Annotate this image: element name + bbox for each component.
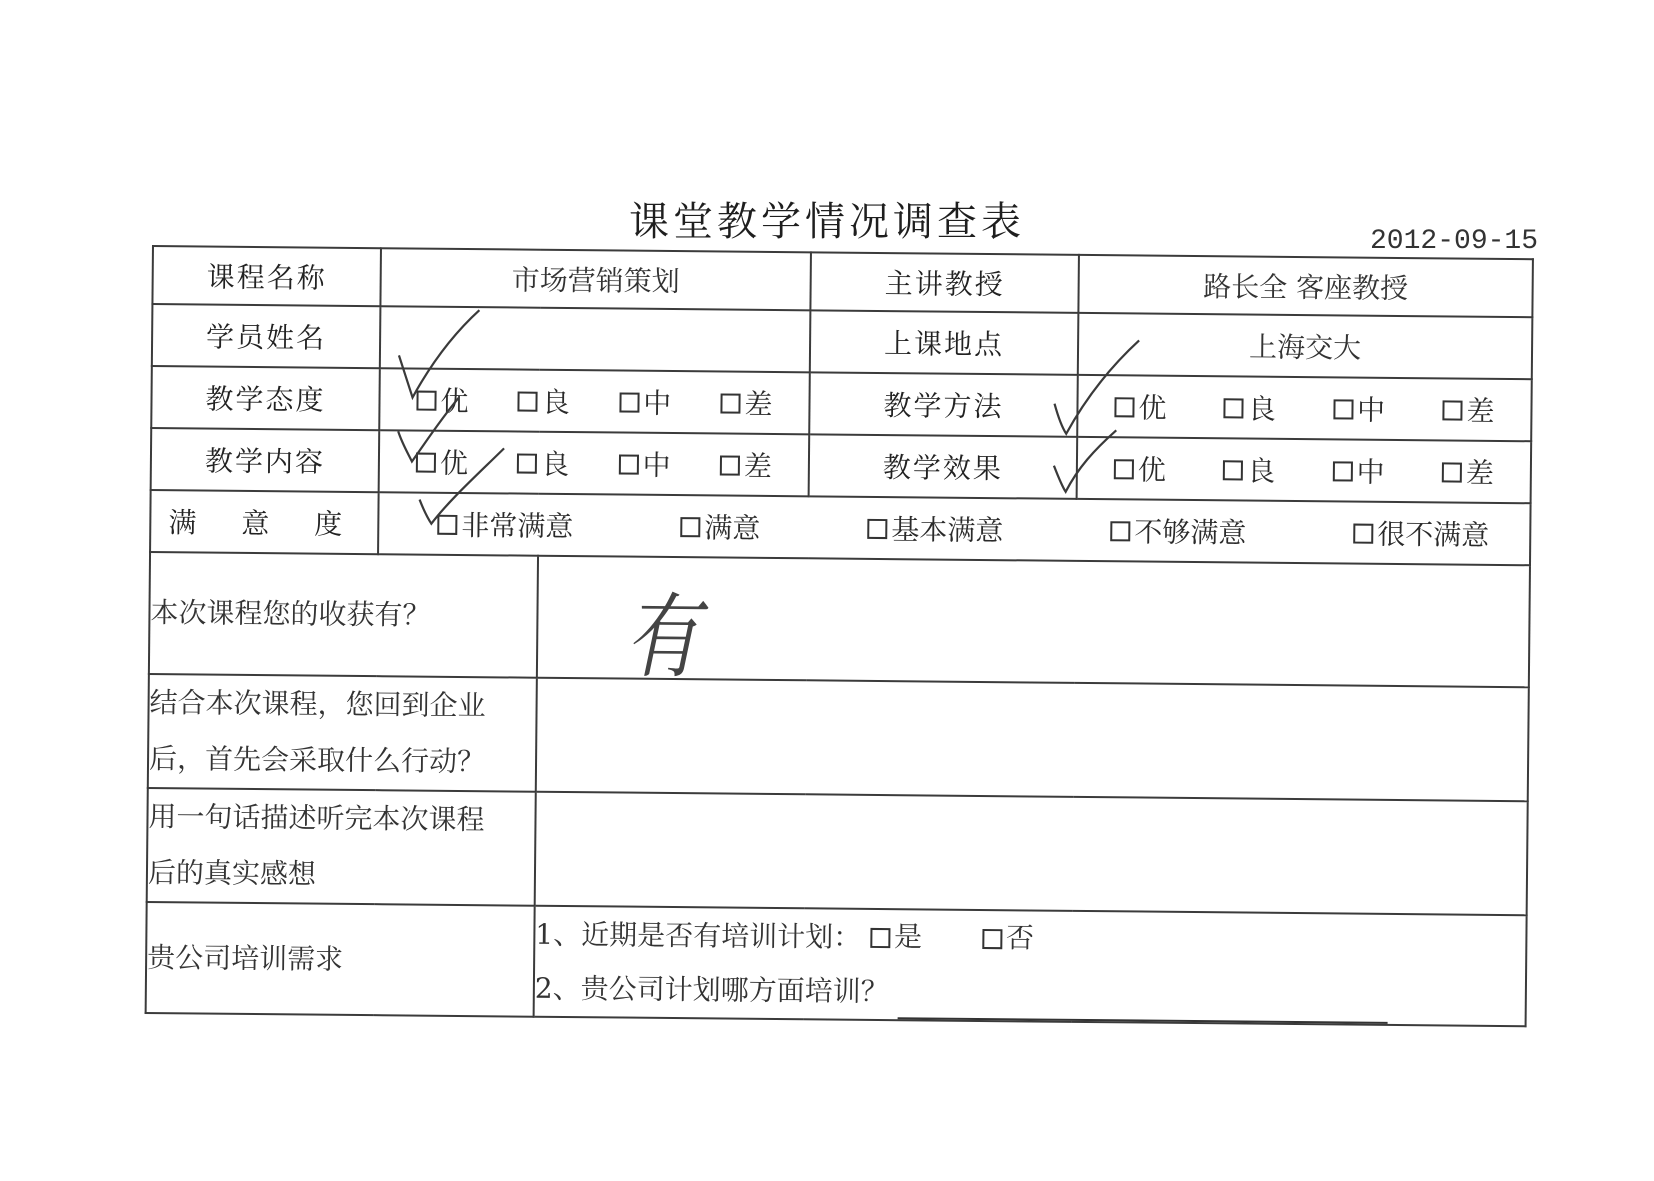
effect-label: 教学效果 xyxy=(809,434,1078,499)
content-options xyxy=(379,430,810,496)
lecturer-label: 主讲教授 xyxy=(810,252,1079,313)
feeling-answer-field[interactable] xyxy=(535,792,1528,916)
satisfaction-label: 满 意 度 xyxy=(150,490,379,554)
checkbox-icon[interactable] xyxy=(619,392,639,412)
course-name-value[interactable]: 市场营销策划 xyxy=(380,248,811,310)
checkbox-icon[interactable] xyxy=(720,393,740,413)
gain-question: 本次课程您的收获有？ xyxy=(149,552,538,678)
training-area-question: 2、贵公司计划哪方面培训？ xyxy=(534,971,889,1009)
checkbox-icon[interactable] xyxy=(517,454,537,474)
content-option-excellent[interactable]: 优 xyxy=(416,442,468,482)
satisfaction-option-very-satisfied[interactable]: 非常满意 xyxy=(437,504,573,545)
method-option-good[interactable]: 良 xyxy=(1224,387,1276,427)
checkbox-icon[interactable] xyxy=(1442,462,1462,482)
action-row xyxy=(148,674,1529,801)
attitude-options xyxy=(379,368,810,434)
training-area-line xyxy=(535,962,1525,1026)
student-label: 学员姓名 xyxy=(152,304,381,368)
attitude-option-good[interactable]: 良 xyxy=(518,381,570,421)
training-plan-yes[interactable]: 是 xyxy=(870,910,923,964)
gain-row xyxy=(149,552,1530,687)
survey-table xyxy=(145,245,1534,1027)
feeling-question-line1: 用一句话描述听完本次课程 xyxy=(148,799,485,837)
checkbox-icon[interactable] xyxy=(680,517,700,537)
survey-form xyxy=(144,245,1532,1078)
effect-option-excellent[interactable]: 优 xyxy=(1114,448,1166,488)
lecturer-value[interactable]: 路长全 客座教授 xyxy=(1078,255,1533,317)
student-name-field[interactable] xyxy=(380,306,811,372)
attitude-option-excellent[interactable]: 优 xyxy=(416,380,468,420)
method-option-poor[interactable]: 差 xyxy=(1442,389,1494,429)
checkbox-icon[interactable] xyxy=(1332,461,1352,481)
training-needs xyxy=(534,906,1527,1027)
action-question-line2: 后，首先会采取什么行动？ xyxy=(148,741,486,779)
checkbox-icon[interactable] xyxy=(618,454,638,474)
checkbox-icon[interactable] xyxy=(416,453,436,473)
checkbox-icon[interactable] xyxy=(1114,397,1134,417)
feeling-row xyxy=(147,788,1528,915)
checkbox-icon[interactable] xyxy=(1353,524,1373,544)
action-question xyxy=(148,674,537,792)
attitude-option-poor[interactable]: 差 xyxy=(720,382,772,422)
location-label: 上课地点 xyxy=(810,310,1079,375)
checkbox-icon[interactable] xyxy=(1114,459,1134,479)
method-options xyxy=(1077,375,1532,441)
method-option-fair[interactable]: 中 xyxy=(1333,388,1385,428)
satisfaction-option-very-unsatisfied[interactable]: 很不满意 xyxy=(1353,513,1489,554)
effect-option-fair[interactable]: 中 xyxy=(1332,450,1384,490)
handwritten-answer: 有 xyxy=(624,583,700,692)
checkbox-icon[interactable] xyxy=(720,455,740,475)
form-title: 课堂教学情况调查表 xyxy=(629,199,1025,245)
checkbox-icon[interactable] xyxy=(416,391,436,411)
action-answer-field[interactable] xyxy=(536,678,1529,802)
attitude-option-fair[interactable]: 中 xyxy=(619,381,671,421)
checkbox-icon[interactable] xyxy=(1110,521,1130,541)
training-plan-line xyxy=(535,907,1525,972)
checkbox-icon[interactable] xyxy=(1223,460,1243,480)
training-area-input[interactable] xyxy=(897,987,1387,1024)
method-label: 教学方法 xyxy=(809,372,1078,437)
effect-option-good[interactable]: 良 xyxy=(1223,449,1275,489)
checkbox-icon[interactable] xyxy=(1442,400,1462,420)
checkbox-icon[interactable] xyxy=(1333,399,1353,419)
form-date: 2012-09-15 xyxy=(1370,226,1539,257)
satisfaction-options xyxy=(378,492,1531,565)
checkbox-icon[interactable] xyxy=(870,928,890,948)
training-plan-question: 1、近期是否有培训计划： xyxy=(535,917,862,954)
content-label: 教学内容 xyxy=(151,428,380,492)
checkbox-icon[interactable] xyxy=(1224,398,1244,418)
effect-options xyxy=(1077,437,1532,503)
effect-option-poor[interactable]: 差 xyxy=(1442,451,1494,491)
attitude-label: 教学态度 xyxy=(151,366,380,430)
feeling-question xyxy=(147,788,536,906)
satisfaction-option-basic[interactable]: 基本满意 xyxy=(867,508,1003,549)
gain-answer-field[interactable] xyxy=(537,556,1530,692)
method-option-excellent[interactable]: 优 xyxy=(1114,386,1166,426)
course-label: 课程名称 xyxy=(152,246,381,306)
content-option-fair[interactable]: 中 xyxy=(618,443,670,483)
feeling-question-line2: 后的真实感想 xyxy=(147,855,317,891)
checkbox-icon[interactable] xyxy=(982,929,1002,949)
training-label: 贵公司培训需求 xyxy=(146,902,535,1017)
location-value[interactable]: 上海交大 xyxy=(1078,313,1533,379)
satisfaction-option-not-enough[interactable]: 不够满意 xyxy=(1110,510,1246,551)
action-question-line1: 结合本次课程，您回到企业 xyxy=(149,685,486,723)
content-option-poor[interactable]: 差 xyxy=(720,444,772,484)
checkbox-icon[interactable] xyxy=(437,515,457,535)
content-option-good[interactable]: 良 xyxy=(517,443,569,483)
checkbox-icon[interactable] xyxy=(867,519,887,539)
checkbox-icon[interactable] xyxy=(518,392,538,412)
training-plan-no[interactable]: 否 xyxy=(982,911,1035,965)
satisfaction-option-satisfied[interactable]: 满意 xyxy=(680,506,760,547)
training-row xyxy=(146,902,1527,1026)
